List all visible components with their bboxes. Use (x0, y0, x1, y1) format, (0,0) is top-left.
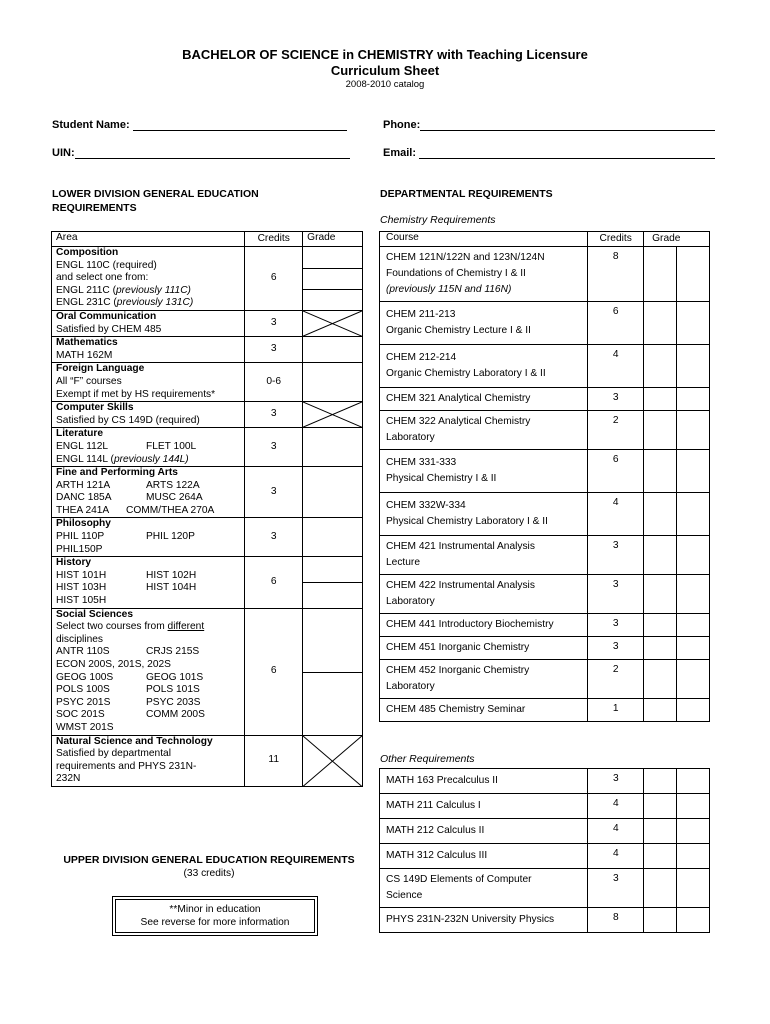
grade-box[interactable] (644, 844, 677, 869)
course-line: Organic Chemistry Lecture I & II (386, 325, 531, 336)
grade-box[interactable] (644, 411, 677, 450)
credits-value: 4 (588, 493, 644, 536)
table-row (380, 493, 710, 536)
course-cell (380, 493, 588, 536)
course-line: CHEM 331-333 (386, 457, 457, 468)
credits-value: 3 (245, 310, 303, 336)
grade-box[interactable] (677, 450, 710, 493)
table-row (380, 844, 710, 869)
grade-box[interactable] (677, 794, 710, 819)
minor-note-box: **Minor in education See reverse for more information (112, 896, 318, 936)
grade-box[interactable] (303, 608, 363, 735)
credits-value: 8 (588, 247, 644, 302)
grade-box[interactable] (644, 660, 677, 699)
other-subheading: Other Requirements (380, 753, 475, 765)
grade-box[interactable] (677, 908, 710, 933)
student-name-line[interactable] (133, 118, 347, 131)
table-row (380, 411, 710, 450)
credits-value: 6 (245, 557, 303, 608)
credits-value: 6 (588, 450, 644, 493)
departmental-heading: DEPARTMENTAL REQUIREMENTS (380, 188, 553, 200)
phone-line[interactable] (420, 118, 715, 131)
course-cell (380, 844, 588, 869)
course-line: CHEM 332W-334 (386, 500, 466, 511)
credits-value: 6 (245, 608, 303, 735)
page-title: BACHELOR OF SCIENCE in CHEMISTRY with Teaching Licensure Curriculum Sheet (182, 47, 588, 78)
table-row (380, 869, 710, 908)
course-line: CHEM 321 Analytical Chemistry (386, 393, 531, 404)
course-line: CHEM 121N/122N and 123N/124N (386, 252, 545, 263)
table-row: Computer Skills Satisfied by CS 149D (required) 3 (52, 402, 363, 428)
grade-box[interactable] (644, 614, 677, 637)
table-row: Literature ENGL 112L FLET 100L ENGL 114L (previously 144L) 3 (52, 428, 363, 467)
credits-value: 3 (588, 769, 644, 794)
grade-box[interactable] (677, 660, 710, 699)
grade-box[interactable] (677, 302, 710, 345)
phone-field[interactable]: Phone: (383, 118, 715, 131)
grade-box[interactable] (677, 819, 710, 844)
grade-box[interactable] (677, 411, 710, 450)
course-line: Laboratory (386, 432, 435, 443)
col-grade: Grade (303, 232, 363, 247)
course-line: Science (386, 890, 423, 901)
table-row (380, 660, 710, 699)
credits-value: 4 (588, 794, 644, 819)
credits-value: 4 (588, 844, 644, 869)
grade-box[interactable] (303, 467, 363, 518)
table-row: Foreign Language All “F” courses Exempt if met by HS requirements* 0-6 (52, 363, 363, 402)
grade-box[interactable] (644, 302, 677, 345)
chemistry-table (379, 231, 710, 722)
course-line: CHEM 485 Chemistry Seminar (386, 704, 526, 715)
grade-box[interactable] (677, 247, 710, 302)
credits-value: 6 (245, 247, 303, 311)
course-cell (380, 819, 588, 844)
credits-value: 3 (245, 402, 303, 428)
course-line: MATH 312 Calculus III (386, 850, 488, 861)
grade-box[interactable] (677, 388, 710, 411)
credits-value: 3 (245, 518, 303, 557)
course-line: Laboratory (386, 596, 435, 607)
grade-box[interactable] (644, 345, 677, 388)
grade-box[interactable] (303, 363, 363, 402)
course-cell (380, 247, 588, 302)
grade-box[interactable] (677, 699, 710, 722)
credits-value: 8 (588, 908, 644, 933)
uin-field[interactable]: UIN: (52, 146, 350, 159)
col-credits: Credits (588, 232, 644, 247)
credits-value: 3 (588, 575, 644, 614)
course-cell (380, 660, 588, 699)
grade-box[interactable] (677, 493, 710, 536)
table-row (380, 345, 710, 388)
table-row (52, 247, 363, 311)
lower-division-table (51, 231, 363, 787)
grade-box[interactable] (644, 794, 677, 819)
course-line: CHEM 452 Inorganic Chemistry (386, 665, 530, 676)
table-row (380, 247, 710, 302)
col-area: Area (52, 232, 245, 247)
uin-line[interactable] (75, 146, 350, 159)
table-row (380, 769, 710, 794)
table-row: Philosophy PHIL 110P PHIL 120P PHIL150P 3 (52, 518, 363, 557)
grade-box[interactable] (677, 536, 710, 575)
upper-division-section: UPPER DIVISION GENERAL EDUCATION REQUIREMENTS (33 credits) (63, 854, 355, 879)
table-row: Natural Science and Technology Satisfied by departmental requirements and PHYS 231N- 232N 11 (52, 735, 363, 786)
credits-value: 1 (588, 699, 644, 722)
grade-box[interactable] (644, 493, 677, 536)
table-row (380, 819, 710, 844)
credits-value: 3 (245, 467, 303, 518)
grade-box[interactable] (644, 637, 677, 660)
credits-value: 4 (588, 819, 644, 844)
table-header-row (52, 232, 363, 247)
table-header-row (380, 232, 710, 247)
table-row (380, 699, 710, 722)
grade-box[interactable] (303, 247, 363, 311)
grade-box[interactable] (303, 518, 363, 557)
grade-box[interactable] (644, 536, 677, 575)
grade-box[interactable] (677, 869, 710, 908)
course-cell (380, 908, 588, 933)
grade-box[interactable] (303, 557, 363, 608)
grade-box[interactable] (677, 614, 710, 637)
grade-box[interactable] (677, 769, 710, 794)
grade-box[interactable] (644, 450, 677, 493)
course-cell (380, 637, 588, 660)
course-cell (380, 450, 588, 493)
grade-box[interactable] (677, 844, 710, 869)
grade-box[interactable] (644, 575, 677, 614)
grade-box[interactable] (644, 869, 677, 908)
credits-value: 3 (588, 614, 644, 637)
table-row: Fine and Performing Arts ARTH 121A ARTS 122A DANC 185A MUSC 264A THEA 241A COMM/THEA 270A 3 (52, 467, 363, 518)
credits-value: 6 (588, 302, 644, 345)
table-row (380, 450, 710, 493)
course-line: Foundations of Chemistry I & II (386, 268, 526, 279)
course-line: CHEM 212-214 (386, 352, 457, 363)
table-row: History HIST 101H HIST 102H HIST 103H HIST 104H HIST 105H 6 (52, 557, 363, 608)
credits-value: 3 (588, 536, 644, 575)
credits-value: 0-6 (245, 363, 303, 402)
credits-value: 3 (588, 869, 644, 908)
course-line: Laboratory (386, 681, 435, 692)
course-cell (380, 769, 588, 794)
course-line: MATH 163 Precalculus II (386, 775, 498, 786)
table-row (380, 388, 710, 411)
crossed-box (303, 310, 363, 336)
credits-value: 4 (588, 345, 644, 388)
course-line: Organic Chemistry Laboratory I & II (386, 368, 546, 379)
col-course: Course (380, 232, 588, 247)
credits-value: 11 (245, 735, 303, 786)
table-row: Mathematics MATH 162M 3 (52, 337, 363, 363)
credits-value: 3 (245, 337, 303, 363)
course-line: CHEM 441 Introductory Biochemistry (386, 619, 554, 630)
course-line: CS 149D Elements of Computer (386, 874, 532, 885)
grade-box[interactable] (677, 637, 710, 660)
composition-cell: Composition ENGL 110C (required) and select one from: ENGL 211C (previously 111C) ENGL 231C (previously 131C) (52, 247, 245, 311)
student-name-field[interactable]: Student Name: (52, 118, 347, 131)
course-line: CHEM 422 Instrumental Analysis (386, 580, 535, 591)
table-row (380, 637, 710, 660)
table-row (380, 536, 710, 575)
catalog-label: 2008-2010 catalog (345, 79, 425, 90)
course-cell (380, 614, 588, 637)
grade-box[interactable] (644, 388, 677, 411)
course-line: CHEM 421 Instrumental Analysis (386, 541, 535, 552)
crossed-box (303, 735, 363, 786)
grade-box[interactable] (644, 908, 677, 933)
course-line: Physical Chemistry I & II (386, 473, 497, 484)
grade-box[interactable] (644, 699, 677, 722)
lower-division-heading: LOWER DIVISION GENERAL EDUCATION REQUIREMENTS (52, 188, 259, 214)
grade-box[interactable] (644, 769, 677, 794)
table-row (380, 908, 710, 933)
grade-box[interactable] (644, 819, 677, 844)
credits-value: 3 (588, 388, 644, 411)
grade-box[interactable] (677, 345, 710, 388)
credits-value: 2 (588, 660, 644, 699)
crossed-box (303, 402, 363, 428)
course-cell (380, 345, 588, 388)
table-row (380, 302, 710, 345)
col-credits: Credits (245, 232, 303, 247)
credits-value: 3 (588, 637, 644, 660)
course-line: MATH 211 Calculus I (386, 800, 481, 811)
other-requirements-table (379, 768, 710, 933)
credits-value: 3 (245, 428, 303, 467)
table-row (380, 794, 710, 819)
course-line: PHYS 231N-232N University Physics (386, 914, 555, 925)
course-cell (380, 869, 588, 908)
email-field[interactable]: Email: (383, 146, 715, 159)
course-cell (380, 575, 588, 614)
course-line: Physical Chemistry Laboratory I & II (386, 516, 548, 527)
table-row (380, 614, 710, 637)
course-cell (380, 411, 588, 450)
grade-box[interactable] (677, 575, 710, 614)
course-line: MATH 212 Calculus II (386, 825, 485, 836)
grade-box[interactable] (644, 247, 677, 302)
course-cell (380, 699, 588, 722)
course-cell (380, 302, 588, 345)
course-line: Lecture (386, 557, 420, 568)
course-line: (previously 115N and 116N) (386, 284, 512, 295)
table-row: Social Sciences Select two courses from different disciplines ANTR 110S CRJS 215S ECON 200S, 201S, 202S GEOG 100S GEOG 101S POLS 100S POLS 101S PSYC 201S PSYC 203S SOC 201S COMM 200S WMST 201S 6 (52, 608, 363, 735)
grade-box[interactable] (303, 428, 363, 467)
credits-value: 2 (588, 411, 644, 450)
course-line: CHEM 451 Inorganic Chemistry (386, 642, 530, 653)
col-grade: Grade (644, 232, 710, 247)
course-cell (380, 388, 588, 411)
grade-box[interactable] (303, 337, 363, 363)
course-cell (380, 794, 588, 819)
chemistry-subheading: Chemistry Requirements (380, 214, 496, 226)
course-cell (380, 536, 588, 575)
email-line[interactable] (419, 146, 715, 159)
table-row: Oral Communication Satisfied by CHEM 485 3 (52, 310, 363, 336)
course-line: CHEM 322 Analytical Chemistry (386, 416, 531, 427)
course-line: CHEM 211-213 (386, 309, 456, 320)
table-row (380, 575, 710, 614)
